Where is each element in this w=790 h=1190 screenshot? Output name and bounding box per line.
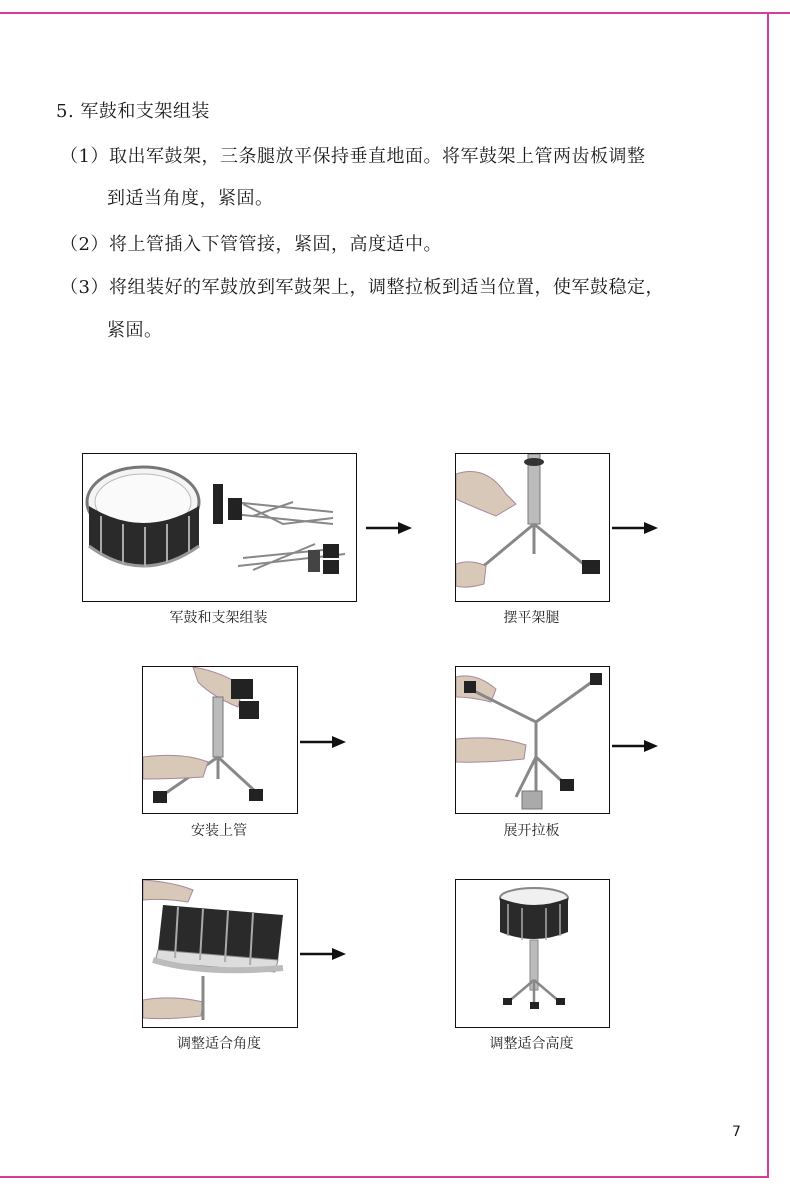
figure-6-caption: 调整适合高度 xyxy=(489,1036,574,1052)
figure-4-photo xyxy=(455,666,610,814)
step-3-line-1: （3）将组装好的军鼓放到军鼓架上，调整拉板到适当位置，使军鼓稳定， xyxy=(60,277,664,298)
figure-6-photo xyxy=(455,879,610,1028)
arrow-right-icon xyxy=(300,947,346,961)
step-1-line-1: （1）取出军鼓架，三条腿放平保持垂直地面。将军鼓架上管两齿板调整 xyxy=(60,146,646,167)
figure-5-caption: 调整适合角度 xyxy=(177,1036,261,1052)
arrow-right-icon xyxy=(612,521,658,535)
figure-2-caption: 摆平架腿 xyxy=(503,610,560,626)
step-2-line-1: （2）将上管插入下管管接，紧固，高度适中。 xyxy=(60,234,442,255)
figure-3-caption: 安装上管 xyxy=(191,823,247,839)
figure-1-caption: 军鼓和支架组装 xyxy=(169,610,268,626)
arrow-right-icon xyxy=(612,739,658,753)
arrow-right-icon xyxy=(366,521,412,535)
page-number: 7 xyxy=(732,1124,741,1140)
step-3-line-2: 紧固。 xyxy=(107,320,163,341)
figure-1-photo xyxy=(82,453,357,602)
page-border-right xyxy=(767,12,769,1178)
step-1-line-2: 到适当角度，紧固。 xyxy=(107,188,274,209)
figure-3-photo xyxy=(142,666,298,814)
figure-5-photo xyxy=(142,879,298,1028)
page-border-top xyxy=(0,12,790,14)
section-heading: 5. 军鼓和支架组装 xyxy=(56,101,210,122)
figure-4-caption: 展开拉板 xyxy=(503,823,560,839)
figure-2-photo xyxy=(455,453,610,602)
arrow-right-icon xyxy=(300,735,346,749)
page-border-bottom xyxy=(0,1176,769,1178)
